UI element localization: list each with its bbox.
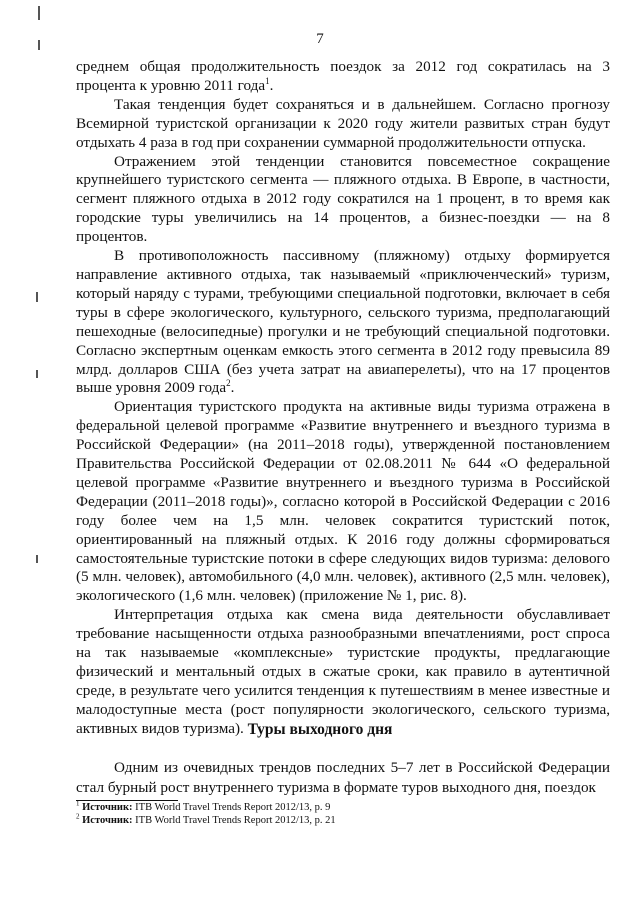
footnote-divider (76, 800, 178, 801)
paragraph-text: Такая тенденция будет сохраняться и в дальнейшем. Согласно прогнозу Всемирной туристской организации к 2020 году жители развитых стран будут отдыхать 4 раза в год при сохранении суммарной продолжительности отпуска. (76, 95, 610, 151)
footnote-reference[interactable]: 2 (226, 378, 231, 389)
footnote-label: Источник: (82, 802, 133, 813)
footnote-text: ITB World Travel Trends Report 2012/13, p. 9 (132, 802, 331, 813)
paragraph-text: Отражением этой тенденции становится повсеместное сокращение крупнейшего туристского сегмента — пляжного отдыха. В Европе, в частности, сегмент пляжного отдыха в 2012 году сократился на 1 процент, в то время как городские туры увеличились на 14 процентов, а бизнес-поездки — на 8 процентов. (76, 152, 610, 246)
footnote (76, 799, 610, 815)
footnote-label: Источник: (82, 814, 133, 826)
paragraph-punctuation: . (230, 379, 235, 397)
scan-artifact-mark (36, 370, 38, 378)
paragraph-text: среднем общая продолжительность поездок за 2012 год сократилась на 3 процента к уровню 2011 года (76, 58, 610, 94)
paragraph-text: В противоположность пассивному (пляжному) отдыху формируется направление активного отдыха, так называемый «приключенческий» туризм, который наряду с турами, требующими специальной подготовки, включает в себя туры в сфере экологического, культурного, сельского туризма, предполагающий пешеходные (велосипедные) прогулки и не требующий специальной подготовки. Согласно экспертным оценкам емкость этого сегмента в 2012 году превысила 89 млрд. долларов США (без учета затрат на авиаперелеты), что на 17 процентов выше уровня 2009 года (76, 247, 610, 397)
footnote-marker: 1 (76, 799, 80, 808)
footnote (76, 812, 610, 828)
paragraph (76, 96, 610, 153)
scan-artifact-mark (36, 292, 38, 302)
paragraph (76, 606, 610, 738)
page-number: 7 (316, 31, 324, 47)
paragraph (76, 247, 610, 398)
body-text (76, 58, 610, 739)
scan-artifact-mark (36, 555, 38, 563)
footnote-reference[interactable]: 1 (265, 75, 270, 86)
section-body-text (76, 758, 610, 797)
section-heading: Туры выходного дня (247, 721, 393, 738)
paragraph (76, 153, 610, 248)
paragraph (76, 58, 610, 96)
scan-artifact-mark (38, 6, 40, 20)
paragraph: Одним из очевидных трендов последних 5–7 лет в Российской Федерации стал бурный рост внутреннего туризма в формате туров выходного дня, поездок (76, 759, 610, 796)
paragraph-text: Интерпретация отдыха как смена вида деятельности обуславливает требование насыщенности отдыха разнообразными впечатлениями, рост спроса на так называемые «комплексные» туристские продукты, предлагающие физический и ментальный отдых в сжатые сроки, как правило в аутентичной среде, в результате чего усилится тенденция к путешествиям в менее известные и малодоступные места (рост популярности экологического, сельского туризма, активных видов туризма). (76, 606, 610, 737)
footnote-text: ITB World Travel Trends Report 2012/13, p. 21 (132, 814, 336, 826)
paragraph (76, 398, 610, 606)
paragraph-punctuation: . (269, 76, 274, 94)
footnotes (76, 799, 610, 827)
footnote-marker: 2 (76, 812, 80, 820)
paragraph-text: Ориентация туристского продукта на активные виды туризма отражена в федеральной целевой программе «Развитие внутреннего и въездного туризма в Российской Федерации» (на 2011–2018 годы), утвержденной постановлением Правительства Российской Федерации от 02.08.2011 № 644 «О федеральной целевой программе «Развитие внутреннего и въездного туризма в Российской Федерации (2011–2018 годы)», согласно которой в Российской Федерации с 2016 году более чем на 1,5 млн. человек сократится туристский поток, ориентированный на пляжный отдых. К 2016 году должны сформироваться самостоятельные туристские потоки в сфере следующих видов туризма: делового (5 млн. человек), автомобильного (4,0 млн. человек), активного (2,5 млн. человек), экологического (1,6 млн. человек) (приложение № 1, рис. 8). (76, 398, 610, 605)
